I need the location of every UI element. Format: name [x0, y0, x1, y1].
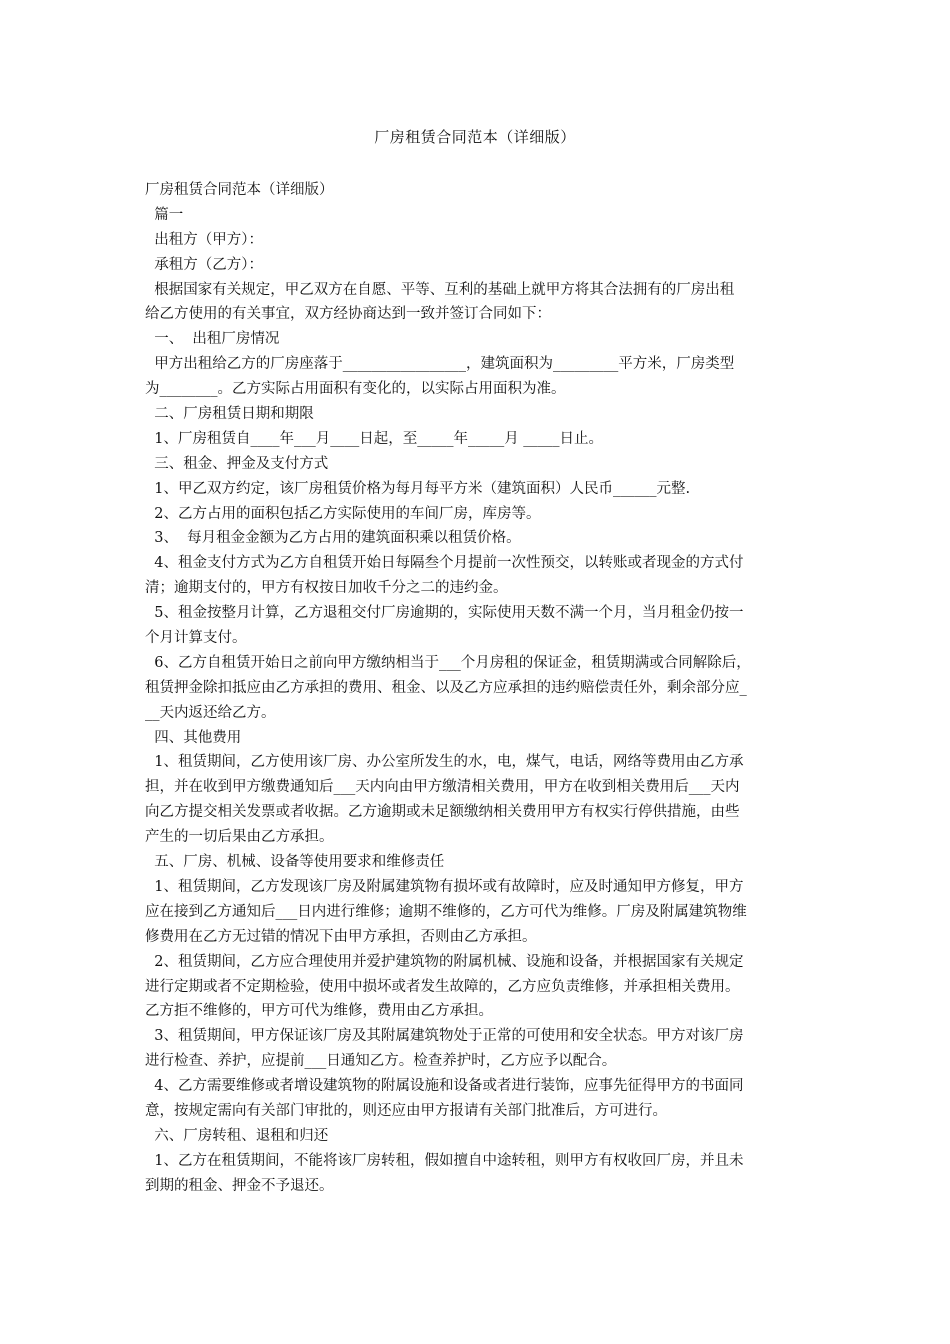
text-line: 进行定期或者不定期检验，使用中损坏或者发生故障的，乙方应负责维修，并承担相关费用。 [145, 978, 740, 995]
text-line: 承租方（乙方）： [145, 256, 263, 273]
text-line: 给乙方使用的有关事宜，双方经协商达到一致并签订合同如下： [145, 306, 551, 323]
text-line: 乙方拒不维修的，甲方可代为维修，费用由乙方承担。 [145, 1003, 493, 1020]
text-line: __天内返还给乙方。 [145, 704, 276, 721]
text-line: 产生的一切后果由乙方承担。 [145, 829, 334, 846]
text-line: 3、租赁期间，甲方保证该厂房及其附属建筑物处于正常的可使用和安全状态。甲方对该厂房 [145, 1028, 744, 1045]
text-line: 进行检查、养护，应提前___日通知乙方。检查养护时，乙方应予以配合。 [145, 1053, 617, 1070]
text-line: 4、租金支付方式为乙方自租赁开始日每隔叁个月提前一次性预交，以转账或者现金的方式付 [145, 555, 744, 572]
text-line: 一、 出租厂房情况 [145, 331, 280, 348]
text-line: 二、厂房租赁日期和期限 [145, 406, 314, 423]
text-line: 甲方出租给乙方的厂房座落于_________________，建筑面积为_________平方米，厂房类型 [145, 356, 735, 373]
text-line: 修费用在乙方无过错的情况下由甲方承担，否则由乙方承担。 [145, 928, 537, 945]
text-line: 6、乙方自租赁开始日之前向甲方缴纳相当于___个月房租的保证金，租赁期满或合同解除后， [145, 654, 751, 671]
page-title: 厂房租赁合同范本（详细版） [374, 128, 576, 146]
text-line: 2、乙方占用的面积包括乙方实际使用的车间厂房，库房等。 [145, 505, 541, 522]
text-line: 为________。乙方实际占用面积有变化的，以实际占用面积为准。 [145, 381, 566, 398]
text-line: 六、厂房转租、退租和归还 [145, 1127, 329, 1144]
text-line: 租赁押金除扣抵应由乙方承担的费用、租金、以及乙方应承担的违约赔偿责任外，剩余部分应_ [145, 679, 747, 696]
text-line: 四、其他费用 [145, 729, 242, 746]
text-line: 1、乙方在租赁期间，不能将该厂房转租，假如擅自中途转租，则甲方有权收回厂房，并且未 [145, 1152, 744, 1169]
text-line: 意，按规定需向有关部门审批的，则还应由甲方报请有关部门批准后，方可进行。 [145, 1102, 667, 1119]
text-line: 根据国家有关规定，甲乙双方在自愿、平等、互利的基础上就甲方将其合法拥有的厂房出租 [145, 281, 735, 298]
text-line: 向乙方提交相关发票或者收据。乙方逾期或未足额缴纳相关费用甲方有权实行停供措施，由些 [145, 804, 740, 821]
text-line: 4、乙方需要维修或者增设建筑物的附属设施和设备或者进行装饰，应事先征得甲方的书面同 [145, 1078, 744, 1095]
text-line: 清；逾期支付的，甲方有权按日加收千分之二的违约金。 [145, 580, 508, 597]
text-line: 个月计算支付。 [145, 630, 247, 647]
contract-body [145, 178, 813, 1199]
text-line: 应在接到乙方通知后___日内进行维修；逾期不维修的，乙方可代为维修。厂房及附属建筑物维 [145, 903, 747, 920]
text-line: 1、租赁期间，乙方使用该厂房、办公室所发生的水，电，煤气，电话，网络等费用由乙方承 [145, 754, 744, 771]
text-line: 篇一 [145, 206, 184, 223]
text-line: 到期的租金、押金不予退还。 [145, 1177, 334, 1194]
text-line: 1、厂房租赁自____年___月____日起，至_____年_____月 _____日止。 [145, 430, 604, 447]
text-line: 1、租赁期间，乙方发现该厂房及附属建筑物有损坏或有故障时，应及时通知甲方修复，甲方 [145, 878, 744, 895]
text-line: 五、厂房、机械、设备等使用要求和维修责任 [145, 854, 445, 871]
text-line: 2、租赁期间，乙方应合理使用并爱护建筑物的附属机械、设施和设备，并根据国家有关规定 [145, 953, 744, 970]
text-line: 3、 每月租金金额为乙方占用的建筑面积乘以租赁价格。 [145, 530, 521, 547]
text-line: 厂房租赁合同范本（详细版） [145, 182, 334, 198]
text-line: 三、租金、押金及支付方式 [145, 455, 329, 472]
text-line: 出租方（甲方）： [145, 231, 263, 248]
text-line: 担，并在收到甲方缴费通知后___天内向由甲方缴清相关费用，甲方在收到相关费用后___天内 [145, 779, 740, 796]
text-line: 1、甲乙双方约定，该厂房租赁价格为每月每平方米（建筑面积）人民币______元整. [145, 480, 691, 497]
text-line: 5、租金按整月计算，乙方退租交付厂房逾期的，实际使用天数不满一个月，当月租金仍按一 [145, 605, 744, 622]
